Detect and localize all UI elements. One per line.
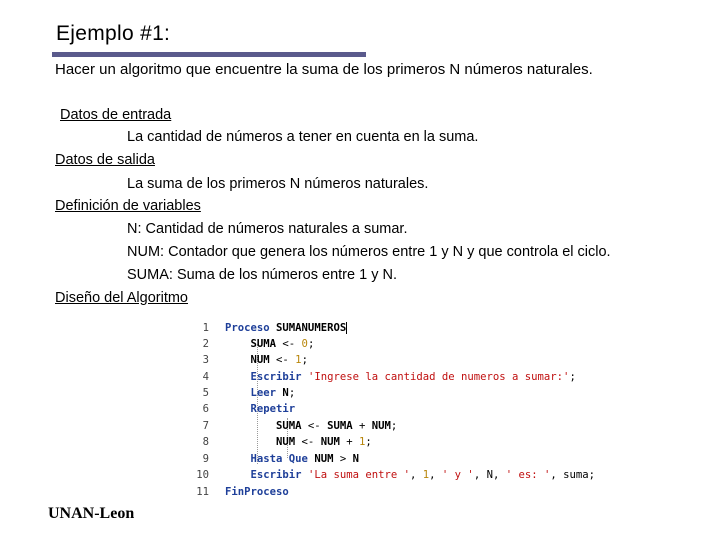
input-description: La cantidad de números a tener en cuenta en la suma.	[127, 129, 479, 145]
code-line	[196, 467, 595, 483]
terminator: ;	[588, 469, 596, 481]
variable-num-name: NUM:	[127, 244, 165, 260]
string-literal: ' y '	[441, 469, 474, 481]
line-number: 8	[202, 436, 209, 448]
identifier: N	[282, 387, 289, 399]
separator: ,	[429, 469, 442, 481]
keyword: FinProceso	[225, 486, 289, 498]
identifier: SUMA	[327, 420, 353, 432]
identifier: N	[486, 469, 493, 481]
identifier: NUM	[276, 436, 296, 448]
code-line	[196, 434, 372, 450]
identifier: NUM	[250, 354, 270, 366]
variable-n	[127, 221, 407, 237]
operator: >	[333, 453, 353, 465]
operator: <-	[276, 338, 302, 350]
string-literal: 'Ingrese la cantidad de numeros a sumar:'	[307, 371, 570, 383]
identifier: NUM	[371, 420, 391, 432]
keyword: Hasta Que	[250, 453, 308, 465]
identifier: NUM	[314, 453, 334, 465]
process-name: SUMANUMEROS	[276, 322, 347, 334]
operator: <-	[269, 354, 296, 366]
output-description: La suma de los primeros N números naturales.	[127, 176, 429, 192]
terminator: ;	[307, 338, 315, 350]
identifier: SUMA	[276, 420, 302, 432]
line-number: 2	[202, 338, 209, 350]
terminator: ;	[288, 387, 296, 399]
code-line	[196, 484, 289, 500]
line-number: 3	[202, 354, 209, 366]
variable-suma	[127, 267, 397, 283]
terminator: ;	[365, 436, 372, 448]
line-number: 4	[202, 371, 209, 383]
title-underline	[52, 52, 366, 57]
number-literal: 1	[295, 354, 302, 366]
variable-suma-name: SUMA:	[127, 267, 173, 283]
operator: <-	[295, 436, 321, 448]
string-literal: 'La suma entre '	[307, 469, 410, 481]
terminator: ;	[390, 420, 398, 432]
variable-num	[127, 244, 611, 260]
keyword: Leer	[250, 387, 277, 399]
line-number: 5	[202, 387, 209, 399]
operator: +	[339, 436, 359, 448]
problem-statement: Hacer un algoritmo que encuentre la suma de los primeros N números naturales.	[55, 61, 593, 78]
pseudocode-listing	[196, 320, 666, 500]
input-heading: Datos de entrada	[60, 107, 172, 123]
keyword: Escribir	[250, 469, 302, 481]
identifier: SUMA	[250, 338, 277, 350]
code-line	[196, 385, 295, 401]
variables-heading: Definición de variables	[55, 198, 201, 214]
identifier: N	[352, 453, 359, 465]
number-literal: 1	[358, 436, 366, 448]
code-line	[196, 418, 397, 434]
number-literal: 1	[422, 469, 430, 481]
terminator: ;	[569, 371, 576, 383]
code-line	[196, 401, 295, 417]
identifier: suma	[563, 469, 589, 481]
slide-title: Ejemplo #1:	[56, 22, 171, 45]
text-cursor	[346, 322, 347, 334]
number-literal: 0	[301, 338, 308, 350]
output-heading: Datos de salida	[55, 152, 155, 168]
variable-num-description: Contador que genera los números entre 1 y N y que controla el ciclo.	[164, 244, 611, 260]
line-number: 1	[202, 322, 209, 334]
string-literal: ' es: '	[505, 469, 551, 481]
design-heading: Diseño del Algoritmo	[55, 290, 188, 306]
line-number: 9	[202, 453, 209, 465]
variable-n-description: Cantidad de números naturales a sumar.	[141, 221, 408, 237]
line-number: 6	[202, 403, 209, 415]
separator: ,	[550, 469, 564, 481]
separator: ,	[473, 469, 487, 481]
variable-n-name: N:	[127, 221, 142, 237]
keyword: Escribir	[250, 371, 302, 383]
operator: <-	[301, 420, 328, 432]
separator: ,	[492, 469, 506, 481]
terminator: ;	[301, 354, 308, 366]
keyword: Proceso	[225, 322, 270, 334]
code-line	[196, 451, 359, 467]
separator: ,	[410, 469, 423, 481]
operator: +	[352, 420, 372, 432]
code-line	[196, 352, 308, 368]
identifier: NUM	[320, 436, 340, 448]
keyword: Repetir	[250, 403, 296, 415]
code-line	[196, 369, 576, 385]
line-number: 10	[196, 469, 209, 481]
variable-suma-description: Suma de los números entre 1 y N.	[172, 267, 397, 283]
code-line	[196, 336, 314, 352]
line-number: 7	[202, 420, 209, 432]
line-number: 11	[196, 486, 209, 498]
code-line	[196, 320, 347, 336]
footer-institution: UNAN-Leon	[48, 505, 135, 522]
